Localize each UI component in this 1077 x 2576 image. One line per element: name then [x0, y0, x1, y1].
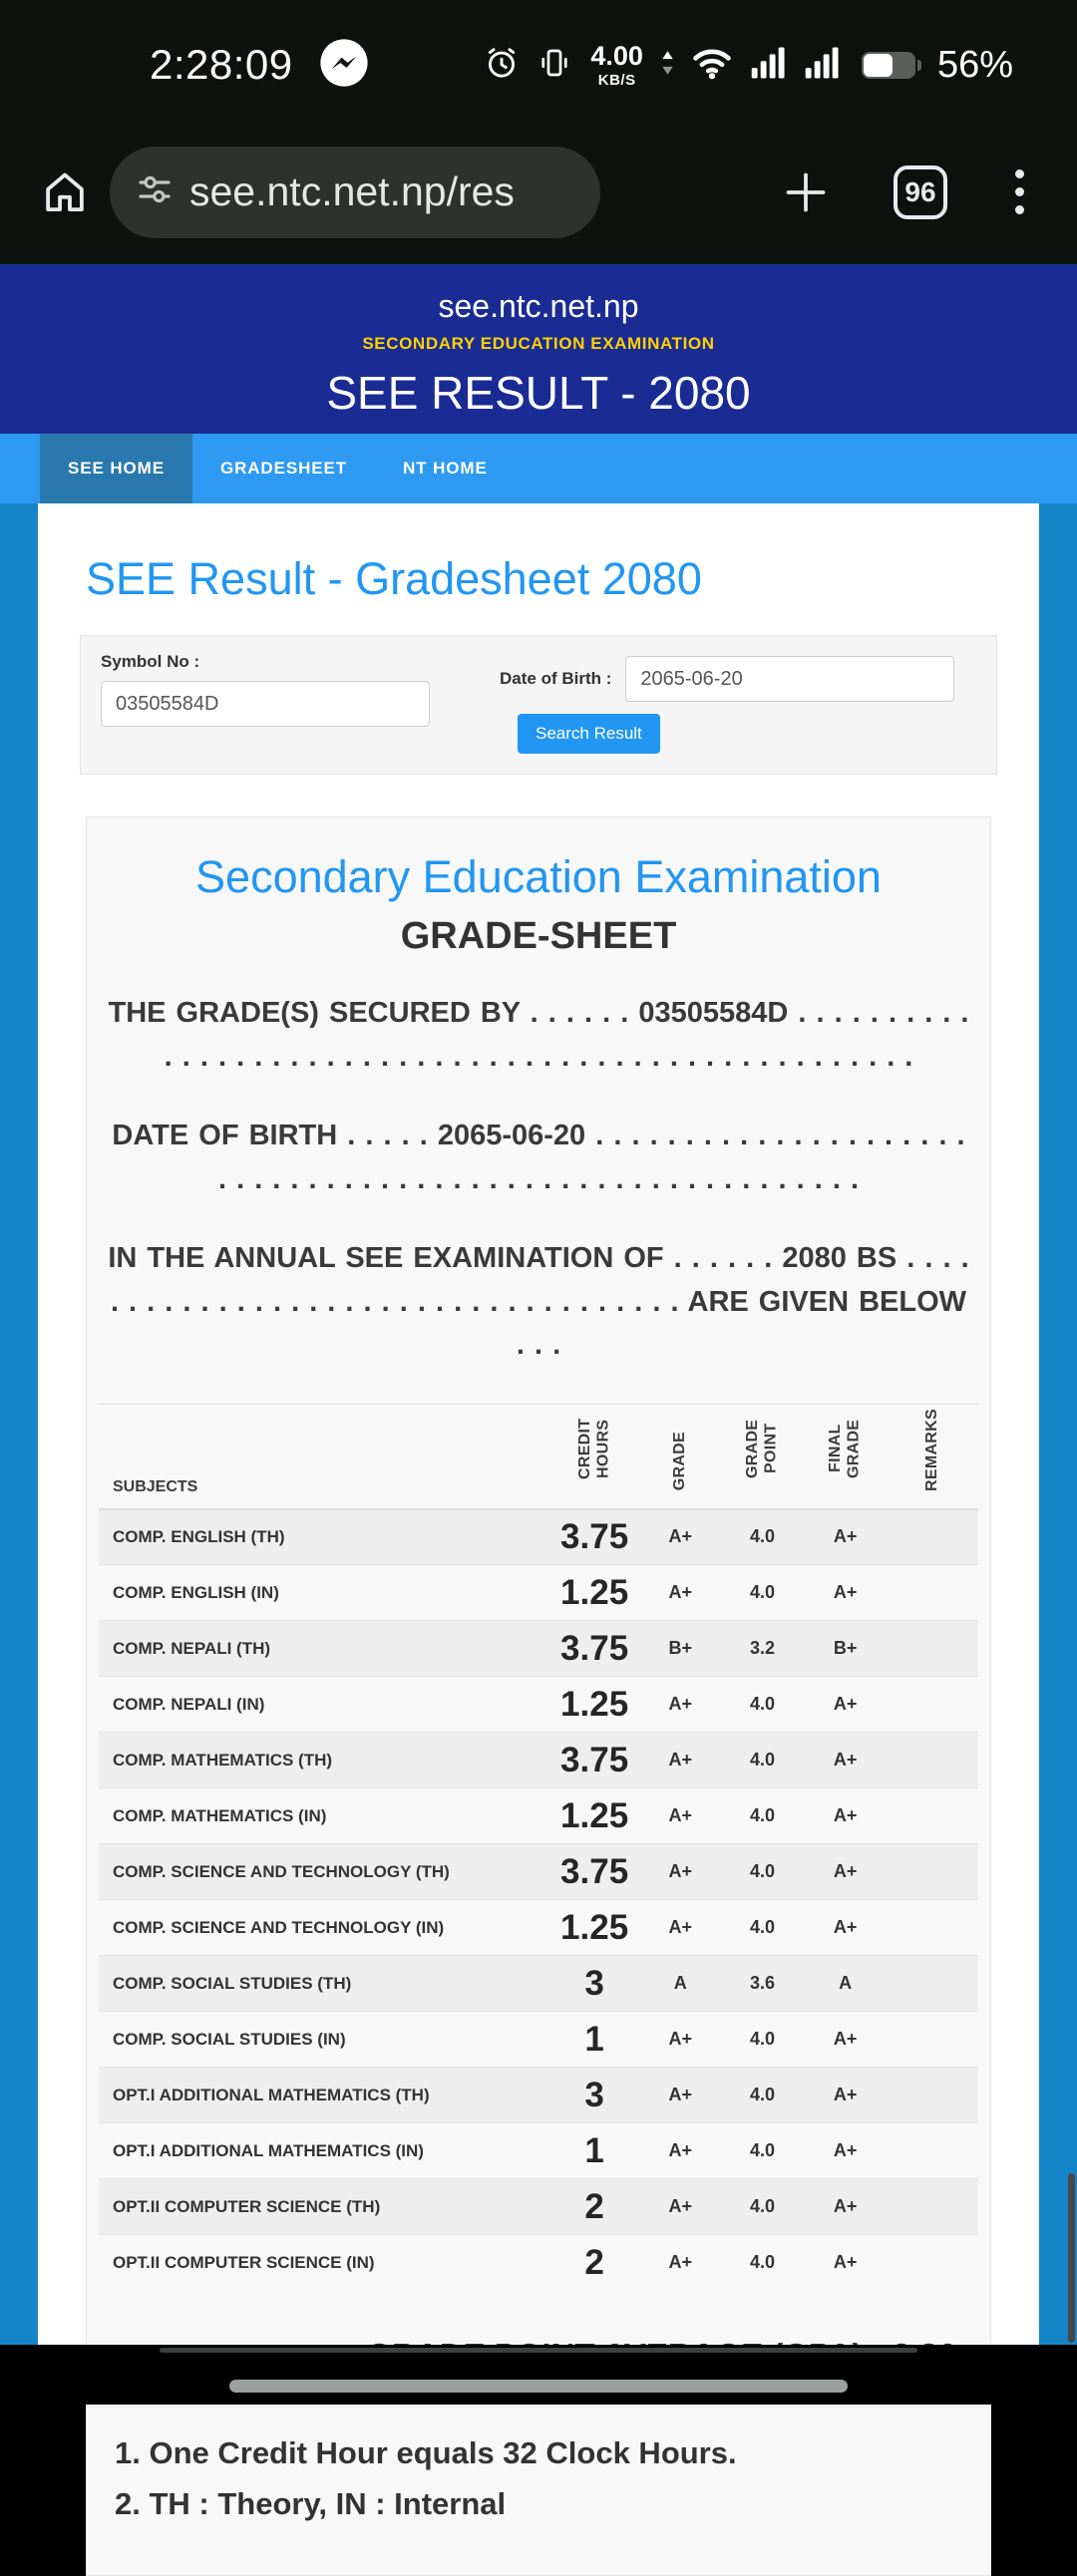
grade-point-value: 4.0 — [720, 1677, 804, 1733]
grade-value: A+ — [640, 1788, 720, 1844]
remarks-value — [887, 2179, 978, 2235]
remarks-value — [887, 2012, 978, 2068]
url-bar[interactable] — [110, 147, 600, 238]
final-grade-value: A+ — [833, 1526, 858, 1547]
site-header — [0, 264, 1077, 434]
remarks-value — [887, 1844, 978, 1900]
vibrate-icon — [537, 45, 572, 86]
remarks-value — [887, 1621, 978, 1677]
subject-row — [99, 1956, 978, 2012]
subject-row — [99, 2068, 978, 2123]
gradesheet-title: GRADE-SHEET — [400, 915, 677, 957]
battery-percent: 56% — [936, 43, 1013, 86]
subject-name: COMP. ENGLISH (IN) — [99, 1565, 548, 1621]
final-grade-value: A+ — [805, 2123, 887, 2179]
final-grade-value: A — [805, 1956, 887, 2012]
credit-hours-value: 3 — [548, 1956, 640, 2012]
grade-point-value: 4.0 — [749, 1526, 775, 1547]
credit-hours-value: 2 — [548, 2235, 640, 2291]
header-subjects: SUBJECTS — [99, 1404, 548, 1509]
footnotes — [99, 2432, 978, 2526]
cellular-signal-icon-sim1 — [750, 44, 788, 87]
final-grade-value: A+ — [805, 2235, 887, 2291]
alarm-icon — [483, 44, 521, 87]
subject-name: COMP. MATHEMATICS (IN) — [99, 1788, 548, 1844]
site-title: SEE RESULT - 2080 — [326, 367, 751, 419]
grade-point-value: 4.0 — [720, 1733, 804, 1788]
home-icon — [38, 165, 92, 219]
subject-row — [99, 1900, 978, 1956]
subject-name: COMP. NEPALI (TH) — [99, 1621, 548, 1677]
final-grade-value: A+ — [805, 2068, 887, 2123]
dob-row — [500, 656, 954, 702]
subject-name: OPT.II COMPUTER SCIENCE (IN) — [99, 2235, 548, 2291]
status-time: 2:28:09 — [150, 41, 293, 88]
system-navigation-bar — [0, 2345, 1077, 2405]
credit-hours-value: 1.25 — [548, 1900, 640, 1956]
search-form — [80, 635, 997, 775]
remarks-value — [887, 2123, 978, 2179]
footnote-credit-hours: 1. One Credit Hour equals 32 Clock Hours. — [115, 2434, 737, 2470]
final-grade-value: A+ — [805, 2179, 887, 2235]
header-grade: GRADE — [640, 1404, 720, 1509]
site-subtitle: SECONDARY EDUCATION EXAMINATION — [362, 334, 715, 353]
subject-row — [99, 2012, 978, 2068]
dob-label: Date of Birth : — [500, 669, 612, 688]
new-tab-button[interactable] — [770, 157, 842, 228]
browser-toolbar — [0, 130, 1077, 264]
grade-point-value: 4.0 — [720, 1788, 804, 1844]
credit-hours-value: 3.75 — [548, 1733, 640, 1788]
grade-value: A+ — [640, 1677, 720, 1733]
subject-name: COMP. MATHEMATICS (TH) — [99, 1733, 548, 1788]
site-nav — [0, 434, 1077, 503]
credit-hours-value: 2 — [548, 2179, 640, 2235]
final-grade-value: A+ — [805, 1677, 887, 1733]
plus-icon — [776, 162, 836, 222]
remarks-value — [887, 1788, 978, 1844]
url-text[interactable]: see.ntc.net.np/res — [189, 168, 515, 214]
remarks-value — [887, 1565, 978, 1621]
grade-value: A — [640, 1956, 720, 2012]
remarks-value — [887, 1733, 978, 1788]
symbol-input[interactable] — [101, 681, 430, 727]
dob-group — [500, 652, 954, 754]
grade-value: A+ — [640, 2179, 720, 2235]
subject-row — [99, 1788, 978, 1844]
grade-point-value: 4.0 — [720, 2179, 804, 2235]
credit-hours-value: 3 — [548, 2068, 640, 2123]
page-content — [38, 503, 1039, 2522]
search-result-button[interactable]: Search Result — [518, 714, 660, 754]
site-domain: see.ntc.net.np — [438, 288, 639, 324]
grade-point-value: 4.0 — [720, 1900, 804, 1956]
header-credit-hours: CREDIT HOURS — [548, 1404, 640, 1509]
status-bar — [0, 0, 1077, 130]
subject-row — [99, 1844, 978, 1900]
grade-value: B+ — [640, 1621, 720, 1677]
subject-name: OPT.I ADDITIONAL MATHEMATICS (IN) — [99, 2123, 548, 2179]
status-left — [150, 38, 369, 93]
grade-point-value: 4.0 — [720, 2068, 804, 2123]
network-speed-unit: KB/S — [597, 71, 636, 89]
grade-point-value: 3.2 — [720, 1621, 804, 1677]
page-background — [0, 503, 1077, 2522]
grade-value: A+ — [640, 2235, 720, 2291]
grade-point-value: 4.0 — [720, 1565, 804, 1621]
subject-row — [99, 1509, 978, 1565]
credit-hours-value: 3.75 — [548, 1844, 640, 1900]
credit-hours-value: 3.75 — [548, 1621, 640, 1677]
credit-hours-value: 1.25 — [548, 1677, 640, 1733]
menu-dot — [1015, 205, 1024, 214]
grade-point-value: 3.6 — [720, 1956, 804, 2012]
remarks-value — [887, 1956, 978, 2012]
remarks-value — [887, 2068, 978, 2123]
grade-value: A+ — [640, 2123, 720, 2179]
credit-hours-value: 1.25 — [548, 1565, 640, 1621]
battery-fill — [864, 54, 893, 77]
grade-value: A+ — [640, 2068, 720, 2123]
subject-name: COMP. SCIENCE AND TECHNOLOGY (IN) — [99, 1900, 548, 1956]
grades-table-header — [99, 1404, 978, 1509]
final-grade-value: A+ — [805, 1788, 887, 1844]
secured-by-line: THE GRADE(S) SECURED BY . . . . . . 03505584D . . . . . . . . . . . . . . . . . . . . . . . . . . . . . . . . . . . . . . . . . . . . . . . . . . . . — [108, 997, 969, 1073]
subject-row — [99, 2235, 978, 2291]
final-grade-value: A+ — [805, 1844, 887, 1900]
status-right — [483, 41, 1013, 90]
menu-dot — [1015, 169, 1024, 178]
page-title: SEE Result - Gradesheet 2080 — [86, 553, 702, 604]
subject-name: COMP. SOCIAL STUDIES (TH) — [99, 1956, 548, 2012]
subject-name: COMP. SOCIAL STUDIES (IN) — [99, 2012, 548, 2068]
traffic-arrows-icon — [661, 50, 674, 81]
messenger-notification-icon — [319, 38, 369, 93]
subject-row — [99, 1677, 978, 1733]
grade-value: A+ — [640, 1844, 720, 1900]
credit-hours-value: 3.75 — [560, 1516, 629, 1556]
subject-name: COMP. SCIENCE AND TECHNOLOGY (TH) — [99, 1844, 548, 1900]
grade-value: A+ — [640, 1565, 720, 1621]
nav-item-nt-home[interactable]: NT HOME — [403, 459, 488, 478]
horizontal-scrollbar[interactable] — [160, 2348, 917, 2353]
final-grade-value: A+ — [805, 2012, 887, 2068]
remarks-value — [887, 2235, 978, 2291]
grade-point-value: 4.0 — [720, 2123, 804, 2179]
date-of-birth-line: DATE OF BIRTH . . . . . 2065-06-20 . . . . . . . . . . . . . . . . . . . . . . . . . . . . . . . . . . . . . . . . . . . . . . . . . . . . . . . . . — [112, 1120, 965, 1195]
subject-name: COMP. NEPALI (IN) — [99, 1677, 548, 1733]
header-grade-point: GRADE POINT — [720, 1404, 804, 1509]
final-grade-value: A+ — [805, 1900, 887, 1956]
credit-hours-value: 1 — [548, 2123, 640, 2179]
nav-item-see-home[interactable]: SEE HOME — [40, 434, 192, 503]
exam-org-title: Secondary Education Examination — [195, 851, 882, 902]
grades-table-body — [99, 1509, 978, 2291]
cellular-signal-icon-sim2 — [804, 44, 842, 87]
symbol-group — [101, 652, 430, 754]
remarks-value — [887, 1509, 978, 1565]
remarks-value — [887, 1900, 978, 1956]
credit-hours-value: 1.25 — [548, 1788, 640, 1844]
subject-row — [99, 1621, 978, 1677]
grade-point-value: 4.0 — [720, 2235, 804, 2291]
final-grade-value: A+ — [805, 1733, 887, 1788]
grades-table — [99, 1404, 978, 2291]
subject-row — [99, 1733, 978, 1788]
home-button[interactable] — [30, 158, 100, 227]
exam-year-line: IN THE ANNUAL SEE EXAMINATION OF . . . . . . 2080 BS . . . . . . . . . . . . . . . . . . . . . . . . . . . . . . . . . . . . ARE GIVEN BELOW . . . — [108, 1242, 969, 1361]
header-remarks: REMARKS — [887, 1404, 978, 1509]
tab-count: 96 — [904, 175, 936, 207]
menu-dot — [1015, 187, 1024, 196]
wifi-icon — [690, 41, 734, 90]
grade-point-value: 4.0 — [720, 2012, 804, 2068]
subject-row — [99, 1565, 978, 1621]
subject-name: COMP. ENGLISH (TH) — [113, 1526, 285, 1546]
final-grade-value: A+ — [805, 1565, 887, 1621]
subject-name: OPT.II COMPUTER SCIENCE (TH) — [99, 2179, 548, 2235]
grade-value: A+ — [668, 1526, 693, 1547]
subject-row — [99, 2179, 978, 2235]
remarks-value — [887, 1677, 978, 1733]
vertical-scrollbar-thumb[interactable] — [1068, 2173, 1075, 2343]
grade-value: A+ — [640, 1733, 720, 1788]
network-speed-value: 4.00 — [590, 40, 643, 71]
gesture-handle[interactable] — [229, 2380, 848, 2393]
battery-icon — [862, 52, 915, 79]
network-speed-indicator — [590, 40, 643, 89]
grade-value: A+ — [640, 1900, 720, 1956]
subject-row — [99, 2123, 978, 2179]
credit-hours-value: 1 — [548, 2012, 640, 2068]
grade-value: A+ — [640, 2012, 720, 2068]
final-grade-value: B+ — [805, 1621, 887, 1677]
header-final-grade: FINAL GRADE — [805, 1404, 887, 1509]
browser-menu-button[interactable] — [999, 158, 1039, 227]
grade-point-value: 4.0 — [720, 1844, 804, 1900]
nav-item-gradesheet[interactable]: GRADESHEET — [219, 459, 348, 478]
site-settings-icon[interactable] — [134, 168, 176, 215]
symbol-label: Symbol No : — [101, 652, 200, 671]
footnote-th-in: 2. TH : Theory, IN : Internal — [115, 2486, 507, 2522]
gradesheet-panel — [86, 816, 991, 2576]
tab-switcher-button[interactable] — [894, 165, 947, 219]
subject-name: OPT.I ADDITIONAL MATHEMATICS (TH) — [99, 2068, 548, 2123]
dob-input[interactable] — [625, 656, 954, 702]
